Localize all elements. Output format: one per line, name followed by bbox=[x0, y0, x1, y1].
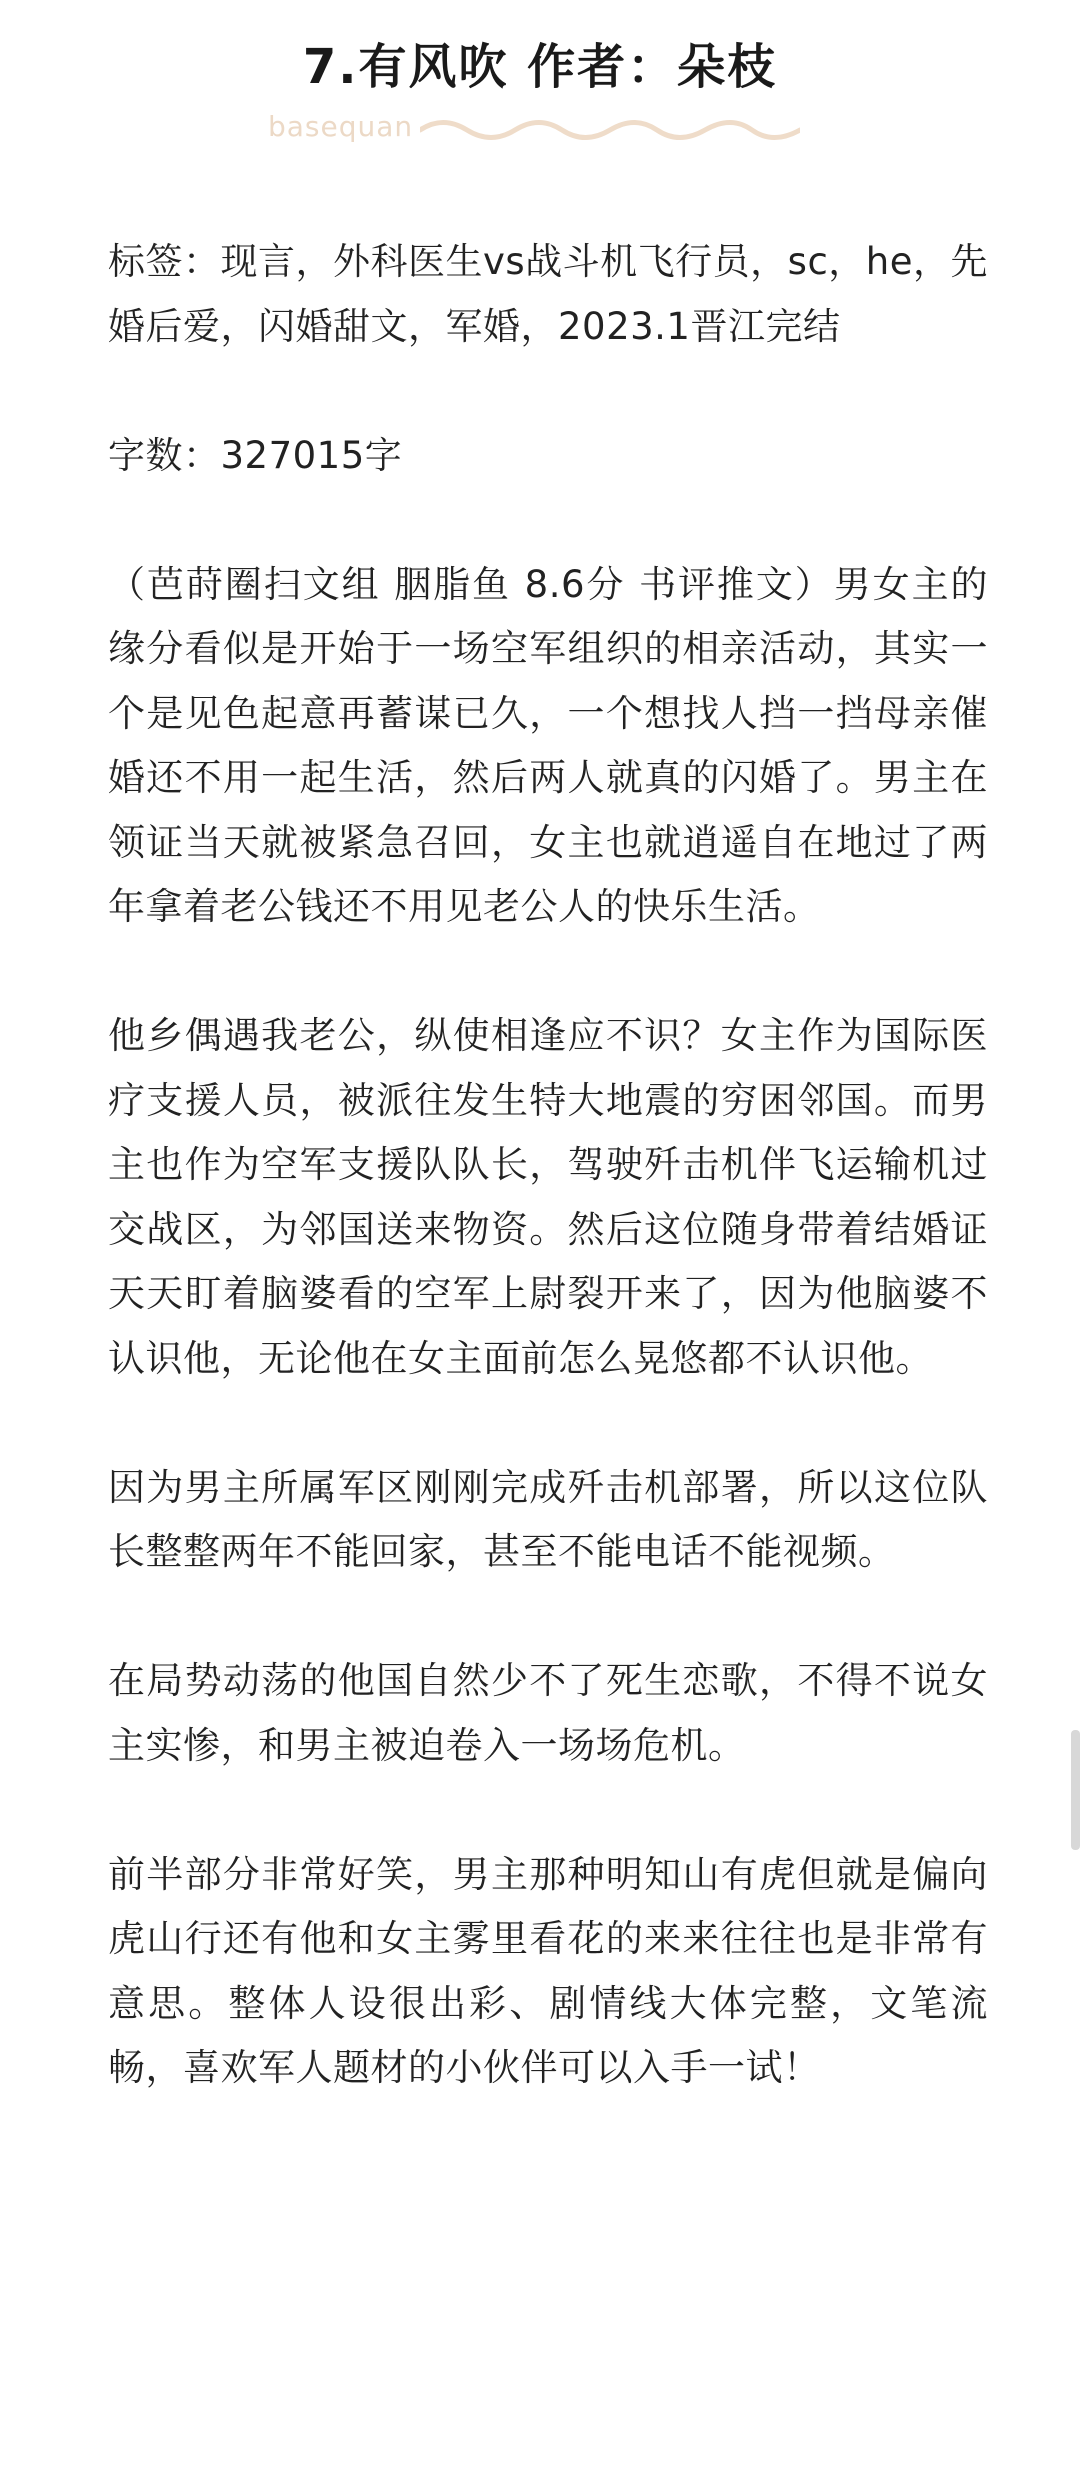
article-body bbox=[108, 230, 988, 2165]
page-title: 7.有风吹 作者：朵枝 bbox=[302, 39, 778, 95]
wave-decoration-icon bbox=[420, 110, 800, 150]
header bbox=[0, 0, 1080, 180]
scrollbar-thumb[interactable] bbox=[1071, 1730, 1080, 1850]
review-paragraph-2: 他乡偶遇我老公，纵使相逢应不识？女主作为国际医疗支援人员，被派往发生特大地震的穷困邻国。而男主也作为空军支援队队长，驾驶歼击机伴飞运输机过交战区，为邻国送来物资。然后这位随身带着结婚证天天盯着脑婆看的空军上尉裂开来了，因为他脑婆不认识他，无论他在女主面前怎么晃悠都不认识他。 bbox=[108, 1014, 988, 1380]
word-count-paragraph: 字数：327015字 bbox=[108, 433, 403, 477]
watermark-text: basequan bbox=[268, 110, 414, 143]
review-paragraph-1: （芭莳圈扫文组 胭脂鱼 8.6分 书评推文）男女主的缘分看似是开始于一场空军组织的相亲活动，其实一个是见色起意再蓄谋已久，一个想找人挡一挡母亲催婚还不用一起生活，然后两人就真的闪婚了。男主在领证当天就被紧急召回，女主也就逍遥自在地过了两年拿着老公钱还不用见老公人的快乐生活。 bbox=[108, 562, 988, 928]
review-paragraph-4: 在局势动荡的他国自然少不了死生恋歌，不得不说女主实惨，和男主被迫卷入一场场危机。 bbox=[108, 1659, 988, 1767]
tags-paragraph: 标签：现言，外科医生vs战斗机飞行员，sc，he，先婚后爱，闪婚甜文，军婚，2023.1晋江完结 bbox=[108, 240, 989, 348]
review-paragraph-3: 因为男主所属军区刚刚完成歼击机部署，所以这位队长整整两年不能回家，甚至不能电话不能视频。 bbox=[108, 1465, 988, 1573]
review-paragraph-5: 前半部分非常好笑，男主那种明知山有虎但就是偏向虎山行还有他和女主雾里看花的来来往往也是非常有意思。整体人设很出彩、剧情线大体完整，文笔流畅，喜欢军人题材的小伙伴可以入手一试！ bbox=[108, 1852, 988, 2089]
